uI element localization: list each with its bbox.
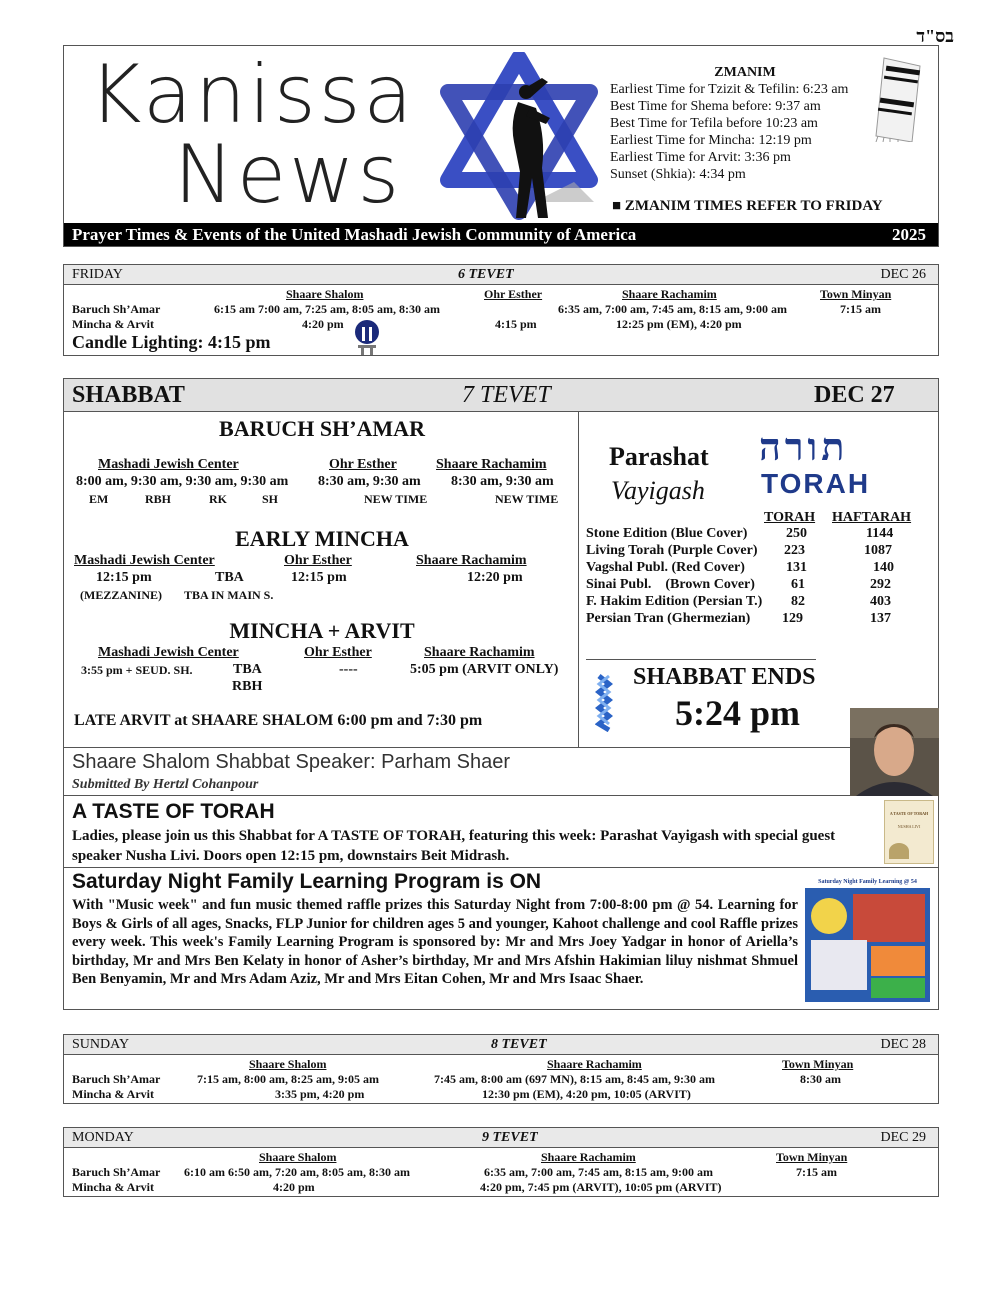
time-cell: 12:30 pm (EM), 4:20 pm, 10:05 (ARVIT) (482, 1087, 691, 1101)
hebrew-date: 7 TEVET (462, 382, 551, 408)
col-shaare-rachamim: Shaare Rachamim (416, 553, 527, 568)
col-mashadi-jewish-center: Mashadi Jewish Center (98, 457, 239, 472)
edition-torah: 61 (791, 577, 805, 592)
flyer-name: NUSHA LIVI (897, 824, 921, 829)
edition-row (586, 594, 936, 611)
time-cell: 7:15 am (796, 1165, 837, 1179)
time-note: TBA IN MAIN S. (184, 588, 274, 602)
time-cell: TBA (215, 570, 244, 585)
parasha-name: Vayigash (611, 476, 705, 505)
time-note: NEW TIME (495, 492, 559, 506)
edition-row (586, 560, 936, 577)
time-cell: 12:25 pm (EM), 4:20 pm (616, 317, 742, 331)
zman-line: Best Time for Tefila before 10:23 am (610, 116, 818, 131)
col-shaare-rachamim: Shaare Rachamim (547, 1057, 642, 1071)
edition-row (586, 526, 936, 543)
sunday-section (63, 1034, 939, 1104)
edition-name: Sinai Publ. (Brown Cover) (586, 577, 755, 592)
zmanim-note: ■ ZMANIM TIMES REFER TO FRIDAY (612, 198, 883, 214)
hebrew-date: 9 TEVET (482, 1130, 538, 1145)
masthead-tagline: Prayer Times & Events of the United Mashadi Jewish Community of America (72, 225, 637, 244)
zman-line: Best Time for Shema before: 9:37 am (610, 99, 821, 114)
col-ohr-esther: Ohr Esther (484, 287, 543, 301)
row-label: Baruch Sh’Amar (72, 1072, 161, 1086)
col-town-minyan: Town Minyan (782, 1057, 854, 1071)
edition-haftarah: 403 (870, 594, 891, 609)
minyan-code: SH (262, 492, 279, 506)
edition-haftarah: 292 (870, 577, 891, 592)
flp-body: With "Music week" and fun music themed raffle prizes this Saturday Night from 7:00-8:00 pm @ 54. Learning for Boys & Girls of all ages, Snacks, FLP Junior for children ages 5 and younger, Kahoot challenge and cool Raffle prizes every week. This week's Family Learning Program is sponsored by: Mr and Mrs Joey Yadgar in honor of Ariella’s birthday, Mr and Mrs Ben Kelaty in honor of Asher’s birthday, Mr and Mrs Afshin Hakimian liluy nishmat Shmuel Ben Benyamin, Mr and Mrs Adam Aziz, Mr and Mrs Eitan Cohen, Mr and Mrs Isaac Shaer. (72, 897, 798, 987)
edition-row (586, 577, 936, 594)
shabbat-header (63, 378, 939, 412)
time-cell: 7:15 am, 8:00 am, 8:25 am, 9:05 am (197, 1072, 379, 1086)
time-cell: 6:10 am 6:50 am, 7:20 am, 8:05 am, 8:30 am (184, 1165, 410, 1179)
masthead (63, 45, 939, 247)
edition-haftarah: 137 (870, 611, 891, 626)
col-haftarah: HAFTARAH (832, 510, 912, 525)
speaker-section (63, 748, 939, 796)
brand-title-line1: Kanissa (89, 48, 416, 141)
editions-table (586, 526, 936, 628)
divider (586, 659, 816, 660)
time-cell: 8:00 am, 9:30 am, 9:30 am, 9:30 am (76, 474, 289, 489)
edition-name: Vagshal Publ. (Red Cover) (586, 560, 745, 575)
edition-row (586, 611, 936, 628)
time-cell: 8:30 am, 9:30 am (318, 474, 421, 489)
day-name: MONDAY (72, 1130, 134, 1145)
shabbat-ends-label: SHABBAT ENDS (633, 664, 816, 690)
time-cell: 6:15 am 7:00 am, 7:25 am, 8:05 am, 8:30 am (214, 302, 440, 316)
shabbat-times-panel (63, 412, 579, 748)
edition-name: Stone Edition (Blue Cover) (586, 526, 748, 541)
col-shaare-rachamim: Shaare Rachamim (424, 645, 535, 660)
col-shaare-shalom: Shaare Shalom (286, 287, 364, 301)
col-shaare-shalom: Shaare Shalom (259, 1150, 337, 1164)
time-cell: RBH (232, 679, 263, 694)
civil-date: DEC 26 (880, 267, 926, 282)
civil-date: DEC 27 (814, 382, 895, 408)
col-ohr-esther: Ohr Esther (304, 645, 372, 660)
friday-section (63, 264, 939, 356)
masthead-year: 2025 (892, 225, 926, 244)
flp-title: Saturday Night Family Learning Program is ON (72, 870, 542, 893)
time-cell: 4:20 pm, 7:45 pm (ARVIT), 10:05 pm (ARVIT) (480, 1180, 722, 1194)
time-cell: ---- (339, 662, 358, 677)
mincha-arvit-title: MINCHA + ARVIT (229, 618, 415, 643)
edition-name: F. Hakim Edition (Persian T.) (586, 594, 763, 609)
taste-flyer-thumbnail (884, 800, 934, 864)
time-note: (MEZZANINE) (80, 588, 163, 602)
time-cell: 8:30 am (800, 1072, 841, 1086)
edition-torah: 129 (782, 611, 803, 626)
col-mashadi-jewish-center: Mashadi Jewish Center (74, 553, 215, 568)
bsd-mark: בס"ד (916, 26, 954, 46)
row-label: Mincha & Arvit (72, 317, 154, 331)
zmanim-title: ZMANIM (714, 65, 776, 80)
time-cell: 4:15 pm (495, 317, 537, 331)
edition-row (586, 543, 936, 560)
hebrew-date: 8 TEVET (491, 1037, 547, 1052)
col-town-minyan: Town Minyan (820, 287, 892, 301)
time-cell: 12:20 pm (467, 570, 523, 585)
row-label: Baruch Sh’Amar (72, 302, 161, 316)
taste-body: Ladies, please join us this Shabbat for A TASTE OF TORAH, featuring this week: Parashat Vayigash with special guest speaker Nusha Livi. Doors open 12:15 pm, downstairs Beit Midrash. (72, 828, 836, 864)
col-town-minyan: Town Minyan (776, 1150, 848, 1164)
monday-section (63, 1127, 939, 1197)
edition-name: Persian Tran (Ghermezian) (586, 611, 751, 626)
time-note: NEW TIME (364, 492, 428, 506)
early-mincha-title: EARLY MINCHA (235, 526, 409, 551)
col-shaare-rachamim: Shaare Rachamim (622, 287, 717, 301)
minyan-code: RBH (145, 492, 172, 506)
time-cell: 7:15 am (840, 302, 881, 316)
torah-logo: TORAH (761, 468, 871, 499)
zmanim-panel (610, 64, 880, 183)
sunday-header (64, 1035, 938, 1055)
time-cell: 8:30 am, 9:30 am (451, 474, 554, 489)
edition-haftarah: 1087 (864, 543, 892, 558)
edition-torah: 131 (786, 560, 807, 575)
parasha-label: Parashat (609, 442, 709, 471)
time-cell: 7:45 am, 8:00 am (697 MN), 8:15 am, 8:45 am, 9:30 am (434, 1072, 715, 1086)
col-shaare-shalom: Shaare Shalom (249, 1057, 327, 1071)
edition-torah: 250 (786, 526, 807, 541)
star-of-david-shofar-icon (434, 52, 604, 224)
civil-date: DEC 29 (880, 1130, 926, 1145)
candles-icon (354, 319, 380, 355)
time-cell: TBA (233, 662, 262, 677)
late-arvit-note: LATE ARVIT at SHAARE SHALOM 6:00 pm and 7:30 pm (74, 712, 483, 729)
day-name: SHABBAT (72, 382, 185, 408)
flyer-title: A TASTE OF TORAH (889, 811, 929, 816)
taste-of-torah-section (63, 796, 939, 868)
day-name: FRIDAY (72, 267, 123, 282)
col-ohr-esther: Ohr Esther (284, 553, 352, 568)
time-cell: 3:35 pm, 4:20 pm (275, 1087, 365, 1101)
havdalah-candle-icon (595, 674, 613, 732)
family-learning-section (63, 868, 939, 1010)
day-name: SUNDAY (72, 1037, 130, 1052)
speaker-title: Shaare Shalom Shabbat Speaker: Parham Shaer (72, 751, 511, 773)
zman-line: Earliest Time for Mincha: 12:19 pm (610, 133, 812, 148)
zman-line: Earliest Time for Arvit: 3:36 pm (610, 150, 791, 165)
time-cell: 4:20 pm (273, 1180, 315, 1194)
time-cell: 6:35 am, 7:00 am, 7:45 am, 8:15 am, 9:00 am (484, 1165, 713, 1179)
taste-title: A TASTE OF TORAH (72, 800, 275, 823)
time-cell: 12:15 pm (96, 570, 152, 585)
edition-torah: 223 (784, 543, 805, 558)
civil-date: DEC 28 (880, 1037, 926, 1052)
monday-header (64, 1128, 938, 1148)
time-cell: 12:15 pm (291, 570, 347, 585)
col-ohr-esther: Ohr Esther (329, 457, 397, 472)
zman-line: Earliest Time for Tzizit & Tefilin: 6:23 am (610, 82, 849, 97)
edition-torah: 82 (791, 594, 805, 609)
speaker-photo (850, 708, 939, 796)
candle-lighting: Candle Lighting: 4:15 pm (72, 332, 271, 352)
edition-haftarah: 1144 (866, 526, 894, 541)
col-mashadi-jewish-center: Mashadi Jewish Center (98, 645, 239, 660)
col-shaare-rachamim: Shaare Rachamim (541, 1150, 636, 1164)
torah-hebrew-logo: תורה (759, 424, 849, 469)
minyan-code: RK (209, 492, 227, 506)
row-label: Mincha & Arvit (72, 1180, 154, 1194)
tallit-icon (870, 54, 930, 142)
time-cell: 3:55 pm + SEUD. SH. (81, 663, 193, 677)
time-cell: 4:20 pm (302, 317, 344, 331)
flp-flyer-thumbnail (805, 876, 930, 1002)
col-shaare-rachamim: Shaare Rachamim (436, 457, 547, 472)
shabbat-ends-time: 5:24 pm (675, 693, 800, 733)
time-cell: 6:35 am, 7:00 am, 7:45 am, 8:15 am, 9:00 am (558, 302, 787, 316)
col-torah: TORAH (764, 510, 816, 525)
brand-title-line2: News (174, 128, 403, 221)
edition-name: Living Torah (Purple Cover) (586, 543, 758, 558)
parasha-panel (579, 412, 939, 748)
minyan-code: EM (89, 492, 109, 506)
edition-haftarah: 140 (873, 560, 894, 575)
baruch-shamar-title: BARUCH SH’AMAR (219, 416, 425, 441)
row-label: Baruch Sh’Amar (72, 1165, 161, 1179)
friday-header (64, 265, 938, 285)
hebrew-date: 6 TEVET (458, 267, 514, 282)
row-label: Mincha & Arvit (72, 1087, 154, 1101)
zman-line: Sunset (Shkia): 4:34 pm (610, 167, 746, 182)
speaker-submitted-by: Submitted By Hertzl Cohanpour (72, 777, 259, 792)
masthead-band (64, 223, 938, 246)
flp-flyer-title: Saturday Night Family Learning @ 54 (805, 876, 930, 888)
time-cell: 5:05 pm (ARVIT ONLY) (410, 662, 559, 677)
